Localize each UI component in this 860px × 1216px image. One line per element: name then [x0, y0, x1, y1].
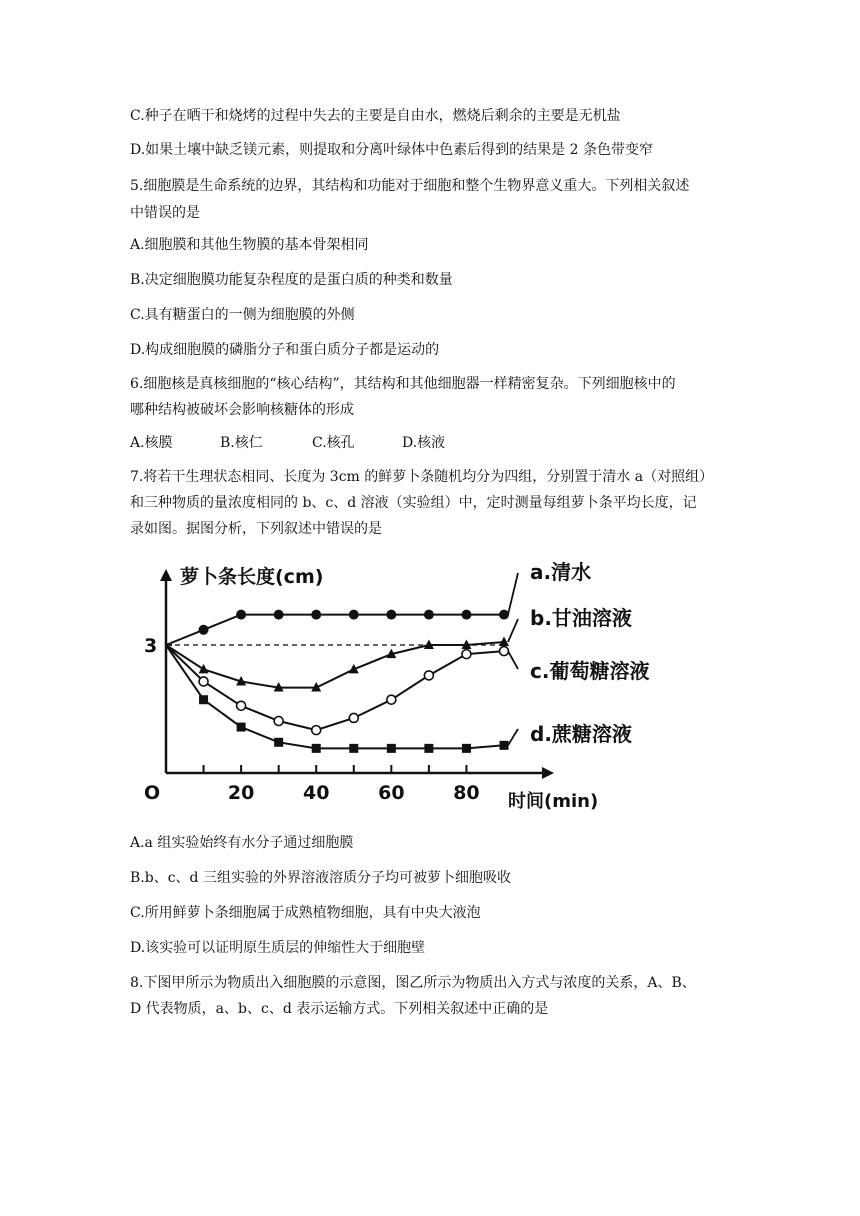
- data-point: [500, 647, 509, 656]
- question-7-stem-1: 7.将若干生理状态相同、长度为 3cm 的鲜萝卜条随机均分为四组，分别置于清水 a（对照组）: [130, 469, 714, 485]
- series-line: [166, 615, 504, 645]
- question-6-option-c: C.核孔: [312, 435, 355, 451]
- question-6-stem-2: 哪种结构被破坏会影响核糖体的形成: [130, 402, 354, 418]
- data-point: [312, 744, 321, 753]
- x-tick-label: 20: [227, 782, 255, 804]
- series-label: b.甘油溶液: [530, 606, 632, 630]
- y-axis-label: 萝卜条长度(cm): [180, 566, 324, 588]
- data-point: [387, 744, 396, 753]
- question-6-stem-1: 6.细胞核是真核细胞的“核心结构”，其结构和其他细胞器一样精密复杂。下列细胞核中的: [130, 376, 676, 392]
- series-line: [166, 645, 504, 730]
- data-point: [236, 610, 246, 620]
- series-label: c.葡萄糖溶液: [530, 659, 650, 683]
- doc-line-d: D.如果土壤中缺乏镁元素，则提取和分离叶绿体中色素后得到的结果是 2 条色带变窄: [130, 142, 653, 158]
- x-tick-label: 80: [453, 782, 480, 804]
- question-5-stem-1: 5.细胞膜是生命系统的边界，其结构和功能对于细胞和整个生物界意义重大。下列相关叙述: [130, 178, 690, 194]
- label-leader: [508, 573, 518, 615]
- question-6-option-b: B.核仁: [220, 435, 263, 451]
- data-point: [274, 717, 283, 726]
- data-point: [462, 650, 471, 659]
- data-point: [349, 610, 359, 620]
- data-point: [274, 738, 283, 747]
- radish-length-chart: [130, 545, 690, 815]
- data-point: [424, 744, 433, 753]
- question-7-option-d: D.该实验可以证明原生质层的伸缩性大于细胞壁: [130, 940, 426, 956]
- data-point: [424, 610, 434, 620]
- x-axis-arrow: [542, 767, 554, 779]
- question-5-option-c: C.具有糖蛋白的一侧为细胞膜的外侧: [130, 307, 355, 323]
- x-tick-label: 60: [378, 782, 405, 804]
- data-point: [199, 664, 209, 674]
- label-leader: [508, 619, 518, 642]
- data-point: [462, 744, 471, 753]
- question-7-option-b: B.b、c、d 三组实验的外界溶液溶质分子均可被萝卜细胞吸收: [130, 870, 511, 886]
- data-point: [386, 610, 396, 620]
- data-point: [237, 723, 246, 732]
- question-7-stem-2: 和三种物质的量浓度相同的 b、c、d 溶液（实验组）中，定时测量每组萝卜条平均长度，记: [130, 495, 697, 511]
- data-point: [500, 741, 509, 750]
- data-point: [349, 744, 358, 753]
- data-point: [311, 610, 321, 620]
- data-point: [199, 625, 209, 635]
- y-tick-label: 3: [144, 635, 158, 657]
- data-point: [461, 610, 471, 620]
- question-7-stem-3: 录如图。据图分析，下列叙述中错误的是: [130, 521, 382, 537]
- question-8-stem-1: 8.下图甲所示为物质出入细胞膜的示意图，图乙所示为物质出入方式与浓度的关系，A、B、: [130, 975, 696, 991]
- data-point: [274, 610, 284, 620]
- data-point: [237, 701, 246, 710]
- x-axis-label: 时间(min): [508, 791, 599, 812]
- series-label: d.蔗糖溶液: [530, 722, 632, 746]
- series-line: [166, 642, 504, 688]
- data-point: [312, 726, 321, 735]
- question-8-stem-2: D 代表物质，a、b、c、d 表示运输方式。下列相关叙述中正确的是: [130, 1001, 549, 1017]
- y-axis-arrow: [160, 569, 172, 581]
- label-leader: [508, 729, 518, 745]
- question-6-option-d: D.核液: [402, 435, 446, 451]
- question-6-options: [130, 433, 445, 453]
- question-5-option-a: A.细胞膜和其他生物膜的基本骨架相同: [130, 237, 369, 253]
- data-point: [387, 695, 396, 704]
- question-5-stem-2: 中错误的是: [130, 205, 200, 221]
- data-point: [499, 610, 509, 620]
- question-7-option-c: C.所用鲜萝卜条细胞属于成熟植物细胞，具有中央大液泡: [130, 905, 481, 921]
- series-label: a.清水: [530, 560, 592, 584]
- origin-label: O: [144, 782, 161, 804]
- question-5-option-d: D.构成细胞膜的磷脂分子和蛋白质分子都是运动的: [130, 342, 440, 358]
- question-5-option-b: B.决定细胞膜功能复杂程度的是蛋白质的种类和数量: [130, 272, 453, 288]
- data-point: [199, 677, 208, 686]
- doc-line-c: C.种子在晒干和烧烤的过程中失去的主要是自由水，燃烧后剩余的主要是无机盐: [130, 108, 621, 124]
- question-6-option-a: A.核膜: [130, 435, 173, 451]
- x-tick-label: 40: [302, 782, 330, 804]
- data-point: [424, 671, 433, 680]
- label-leader: [508, 651, 518, 669]
- data-point: [349, 713, 358, 722]
- data-point: [199, 695, 208, 704]
- question-7-option-a: A.a 组实验始终有水分子通过细胞膜: [130, 835, 354, 851]
